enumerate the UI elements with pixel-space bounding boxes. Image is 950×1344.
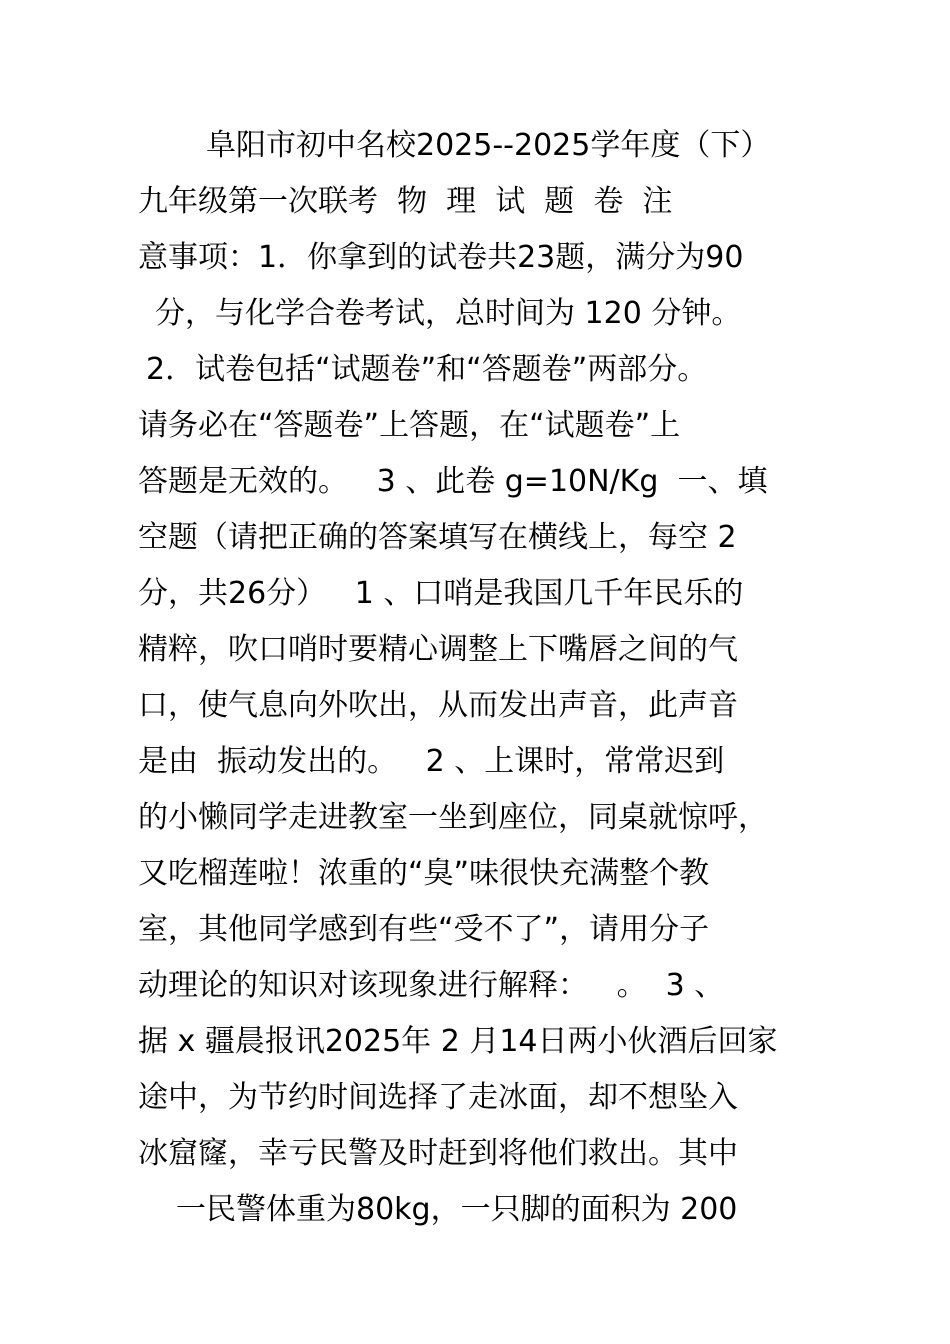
text-line-8: 空题（请把正确的答案填写在横线上，每空 2 <box>138 520 737 555</box>
text-line-14: 又吃榴莲啦！浓重的“臭”味很快充满整个教 <box>138 856 710 891</box>
text-line-9: 分，共26分） 1 、口哨是我国几千年民乐的 <box>138 576 744 611</box>
text-line-7: 答题是无效的。 3 、此卷 g=10N/Kg 一、填 <box>138 464 768 499</box>
text-line-5: 2．试卷包括“试题卷”和“答题卷”两部分。 <box>146 352 708 387</box>
text-line-6: 请务必在“答题卷”上答题，在“试题卷”上 <box>138 408 681 443</box>
text-line-13: 的小懒同学走进教室一坐到座位，同桌就惊呼， <box>138 800 768 835</box>
text-line-3: 意事项：1．你拿到的试卷共23题，满分为90 <box>138 240 744 275</box>
text-line-11: 口，使气息向外吹出，从而发出声音，此声音 <box>138 688 738 723</box>
text-line-16: 动理论的知识对该现象进行解释： 。 3 、 <box>138 968 725 1003</box>
text-line-2: 九年级第一次联考 物 理 试 题 卷 注 <box>138 184 673 219</box>
text-line-18: 途中，为节约时间选择了走冰面，却不想坠入 <box>138 1080 738 1115</box>
text-line-10: 精粹，吹口哨时要精心调整上下嘴唇之间的气 <box>138 632 738 667</box>
text-line-1: 阜阳市初中名校2025--2025学年度（下） <box>206 128 771 163</box>
text-line-12: 是由 振动发出的。 2 、上课时，常常迟到 <box>138 744 725 779</box>
text-line-4: 分，与化学合卷考试，总时间为 120 分钟。 <box>155 296 742 331</box>
text-line-15: 室，其他同学感到有些“受不了”，请用分子 <box>138 912 710 947</box>
text-line-19: 冰窟窿，幸亏民警及时赶到将他们救出。其中 <box>138 1136 738 1171</box>
text-line-17: 据 x 疆晨报讯2025年 2 月14日两小伙酒后回家 <box>138 1024 778 1059</box>
text-line-20: 一民警体重为80kg，一只脚的面积为 200 <box>176 1192 738 1227</box>
